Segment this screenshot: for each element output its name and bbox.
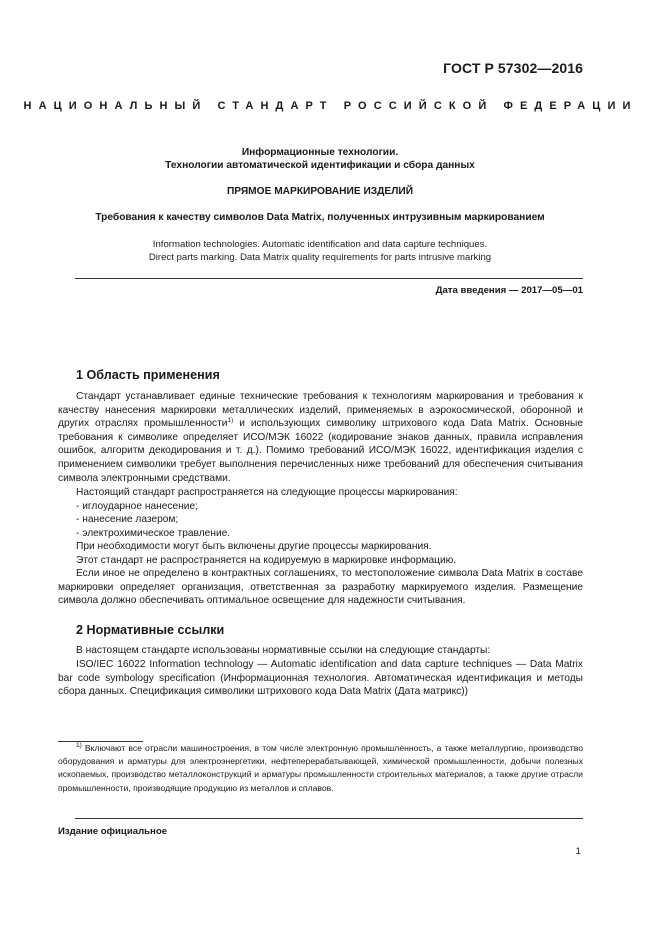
section-1-paragraph-3: При необходимости могут быть включены другие процессы маркирования. <box>76 541 432 552</box>
introduction-date: Дата введения — 2017—05—01 <box>435 285 583 296</box>
title-sub: Требования к качеству символов Data Matrix, полученных интрузивным маркированием <box>95 212 545 223</box>
footnote <box>58 742 583 795</box>
title-line-2: Технологии автоматической идентификации и сбора данных <box>165 160 475 171</box>
footer-divider <box>75 818 583 819</box>
list-item: - электрохимическое травление. <box>76 528 231 539</box>
title-english-line-1: Information technologies. Automatic identification and data capture techniques. <box>152 239 488 250</box>
section-1-title: 1 Область применения <box>76 368 220 382</box>
document-code: ГОСТ Р 57302—2016 <box>443 60 583 76</box>
section-2-paragraph-1: В настоящем стандарте использованы нормативные ссылки на следующие стандарты: <box>76 645 491 656</box>
footnote-marker: 1) <box>227 417 234 425</box>
section-1-paragraph-2: Настоящий стандарт распространяется на следующие процессы маркирования: <box>76 487 458 498</box>
section-2-title: 2 Нормативные ссылки <box>76 623 225 637</box>
section-1-paragraph-4: Этот стандарт не распространяется на кодируемую в маркировке информацию. <box>76 555 457 566</box>
footnote-text: Включают все отрасли машиностроения, в том числе электронную промышленность, а также металлургию, производство оборудования и арматуры для электроэнергетики, нефтеперерабатывающей, химической промышленности, добычи полезных ископаемых, производство металлоконструкций и арматуры промышленности строительных материалов, а также другие отрасли промышленности, производящие продукцию из металлов и сплавов. <box>58 743 583 793</box>
title-english-line-2: Direct parts marking. Data Matrix quality requirements for parts intrusive marking <box>148 252 492 263</box>
national-standard-heading: НАЦИОНАЛЬНЫЙ СТАНДАРТ РОССИЙСКОЙ ФЕДЕРАЦИИ <box>23 100 638 112</box>
divider <box>75 278 583 279</box>
section-1-paragraph-1-text-cont: и использующих символику штрихового кода Data Matrix. Основные требования к символике определяет ИСО/МЭК 16022 (кодирование знаков данных, правила исправления ошибок, алгоритм декодирования и т. д.). Помимо требований ИСО/МЭК 16022, идентификация изделия с применением символики требует выполнения перечисленных ниже требований для обеспечения считывания символа электронными средствами. <box>58 418 583 484</box>
list-item: - нанесение лазером; <box>76 514 179 525</box>
edition-label: Издание официальное <box>58 826 168 837</box>
title-line-1: Информационные технологии. <box>241 147 399 158</box>
section-1-paragraph-5: Если иное не определено в контрактных соглашениях, то местоположение символа Data Matrix в составе маркировки определяет организация, ответственная за разработку маркируемого изделия. Размещение символа должно обеспечивать оптимальное освещение для надежности считывания. <box>58 568 583 607</box>
list-item: - иглоударное нанесение; <box>76 501 198 512</box>
section-1-paragraph-1 <box>58 390 583 485</box>
title-main: ПРЯМОЕ МАРКИРОВАНИЕ ИЗДЕЛИЙ <box>226 186 414 197</box>
page-number: 1 <box>575 846 581 857</box>
section-2-paragraph-2: ISO/IEC 16022 Information technology — Automatic identification and data capture techniques — Data Matrix bar code symbology specification (Информационная технология. Автоматическая идентификация и методы сбора данных. Спецификация символики штрихового кода Data Matrix (Дата матрикс)) <box>58 659 583 698</box>
footnote-number: 1) <box>76 742 82 749</box>
section-1-paragraph-1-text: Стандарт устанавливает единые технические требования к технологиям маркирования и требования к качеству нанесения маркировки металлических изделий, применяемых в аэрокосмической, оборонной и других отраслях промышленности <box>58 391 583 430</box>
